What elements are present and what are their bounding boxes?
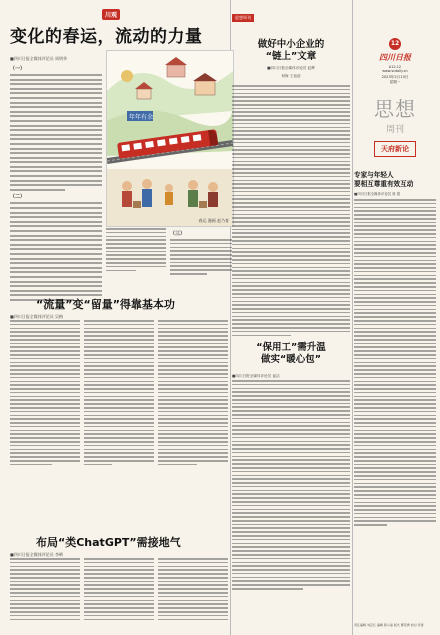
column-badge: 川观 — [102, 9, 120, 20]
chatgpt-text-col — [158, 558, 228, 622]
warm-headline-line2: 做实“暖心包” — [261, 354, 321, 365]
section-title: 思想 — [374, 97, 416, 121]
main-text-block — [10, 202, 102, 300]
section-subtitle: 周刊 — [385, 125, 404, 135]
warm-byline: ■四川日报全媒体评论员 崔洁 — [232, 374, 280, 378]
website: www.scdaily.cn — [382, 69, 408, 73]
issue-weekday: 星期一 — [389, 80, 401, 84]
chatgpt-text-col — [10, 558, 80, 622]
cartoon-caption: 春运 漫画 赵乃育 — [198, 218, 229, 223]
flow-text-col — [10, 320, 80, 467]
warm-headline-line1: “保用工”需升温 — [256, 342, 326, 353]
main-byline: ■四川日报全媒体评论员 周明华 — [10, 56, 68, 61]
sme-headline-line1: 做好中小企业的 — [257, 39, 325, 50]
corner-tag: 思想周刊 — [232, 14, 254, 22]
footer-editors: 责任编辑 刘京红 编辑 蒋小丽 版式 曹荣勇 校对 李雷 — [354, 623, 424, 627]
sme-author: 何海 王蓓蓓 — [281, 74, 301, 78]
right-column — [354, 4, 436, 528]
main-text-block — [170, 239, 232, 275]
youth-headline-line1: 专家与年轻人 — [354, 171, 394, 179]
page-number: 12 — [389, 38, 401, 50]
youth-headline — [354, 171, 436, 189]
flow-text-col — [84, 320, 154, 467]
cartoon-illustration — [106, 50, 234, 227]
cartoon-sign: 年年有余 — [129, 114, 154, 121]
warm-text-block — [232, 380, 350, 592]
chatgpt-byline: ■四川日报全媒体评论员 李俐 — [10, 552, 64, 557]
main-headline: 变化的春运，流动的力量 — [10, 27, 203, 47]
middle-column — [232, 4, 350, 378]
warm-headline — [232, 342, 350, 366]
sme-text-block — [232, 85, 350, 336]
section-two-heading: （二） — [10, 194, 26, 201]
youth-text-block — [354, 199, 436, 526]
page-code: A12-12 — [388, 65, 402, 69]
section-tag: 天府新论 — [374, 141, 416, 157]
paper-name: 四川日报 — [379, 52, 411, 62]
youth-headline-line2: 要相互尊重有效互动 — [354, 180, 414, 188]
sme-headline — [232, 39, 350, 63]
chatgpt-text-col — [84, 558, 154, 622]
chatgpt-headline: 布局“类ChatGPT”需接地气 — [36, 536, 181, 549]
sme-byline: ■四川日报全媒体评论员 赵辉 — [267, 66, 315, 70]
issue-date: 2023年2月13日 — [381, 75, 409, 79]
flow-byline: ■四川日报全媒体评论员 吴梅 — [10, 314, 64, 319]
main-text-block — [106, 228, 166, 271]
youth-byline: ■四川日报全媒体评论员 蒋 超 — [354, 192, 401, 196]
flow-text-col — [158, 320, 228, 467]
section-one-heading: （一） — [10, 66, 26, 72]
sme-headline-line2: “链上”文章 — [265, 51, 317, 62]
flow-headline: “流量”变“留量”得靠基本功 — [36, 298, 175, 311]
column-divider — [352, 0, 353, 635]
section-three-heading: （三） — [170, 231, 186, 237]
main-text-block — [10, 74, 102, 191]
spring-travel-cartoon — [107, 51, 233, 226]
